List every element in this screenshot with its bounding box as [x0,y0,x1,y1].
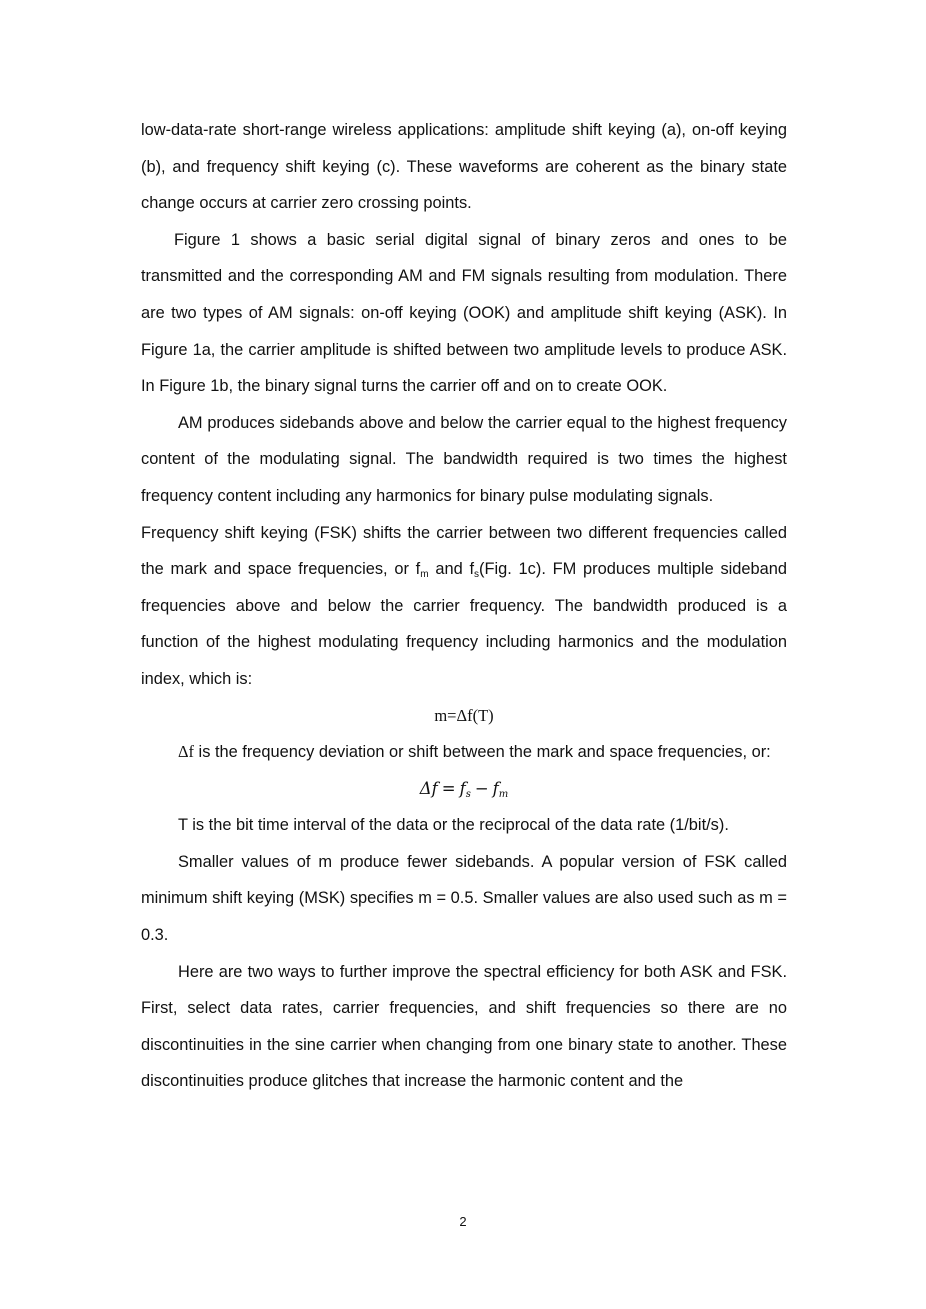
p4-text-a: Frequency shift keying (FSK) shifts the carrier between two different frequencies called the mark and space frequencies, or f [141,523,787,579]
eq-sub-m: m [498,788,509,800]
paragraph-5 [141,734,787,771]
equation-frequency-deviation [141,771,787,808]
paragraph-7: Smaller values of m produce fewer sidebands. A popular version of FSK called minimum shift keying (MSK) specifies m = 0.5. Smaller values are also used such as m = 0.3. [141,852,787,945]
paragraph-6: T is the bit time interval of the data or the reciprocal of the data rate (1/bit/s). [178,816,729,835]
page-number: 2 [459,1214,467,1229]
eq-minus: − [474,778,489,798]
eq-equals: = [441,778,456,798]
subscript-m: m [420,569,429,581]
eq-f-s: f [459,778,466,798]
eq-f-m: f [492,778,499,798]
p5-text: is the frequency deviation or shift between the mark and space frequencies, or: [194,743,771,762]
paragraph-4 [141,515,787,698]
paragraph-3: AM produces sidebands above and below the carrier equal to the highest frequency content of the modulating signal. The bandwidth required is two times the highest frequency content including any harmonics for binary pulse modulating signals. [141,413,787,505]
paragraph-8: Here are two ways to further improve the spectral efficiency for both ASK and FSK. First, select data rates, carrier frequencies, and shift frequencies so there are no discontinuities in the sine carrier when changing from one binary state to another. These discontinuities produce glitches that increase the harmonic content and the [141,962,787,1091]
subscript-s: s [474,569,480,581]
document-body [141,112,787,1100]
paragraph-1: low-data-rate short-range wireless applications: amplitude shift keying (a), on-off keying (b), and frequency shift keying (c). These waveforms are coherent as the binary state change occurs at carrier zero crossing points. [141,121,787,213]
delta-f-symbol: Δf [178,742,194,762]
equation-modulation-index: m=Δf(T) [434,705,494,725]
paragraph-2: Figure 1 shows a basic serial digital signal of binary zeros and ones to be transmitted and the corresponding AM and FM signals resulting from modulation. There are two types of AM signals: on-off keying (OOK) and amplitude shift keying (ASK). In Figure 1a, the carrier amplitude is shifted between two amplitude levels to produce ASK. In Figure 1b, the binary signal turns the carrier off and on to create OOK. [141,230,787,396]
eq-lhs: Δf [419,778,438,798]
p4-text-c: (Fig. 1c). FM produces multiple sideband frequencies above and below the carrier frequency. The bandwidth produced is a function of the highest modulating frequency including harmonics and the modulation index, which is: [141,560,787,688]
eq-sub-s: s [465,788,471,800]
p4-text-b: and f [428,560,475,579]
